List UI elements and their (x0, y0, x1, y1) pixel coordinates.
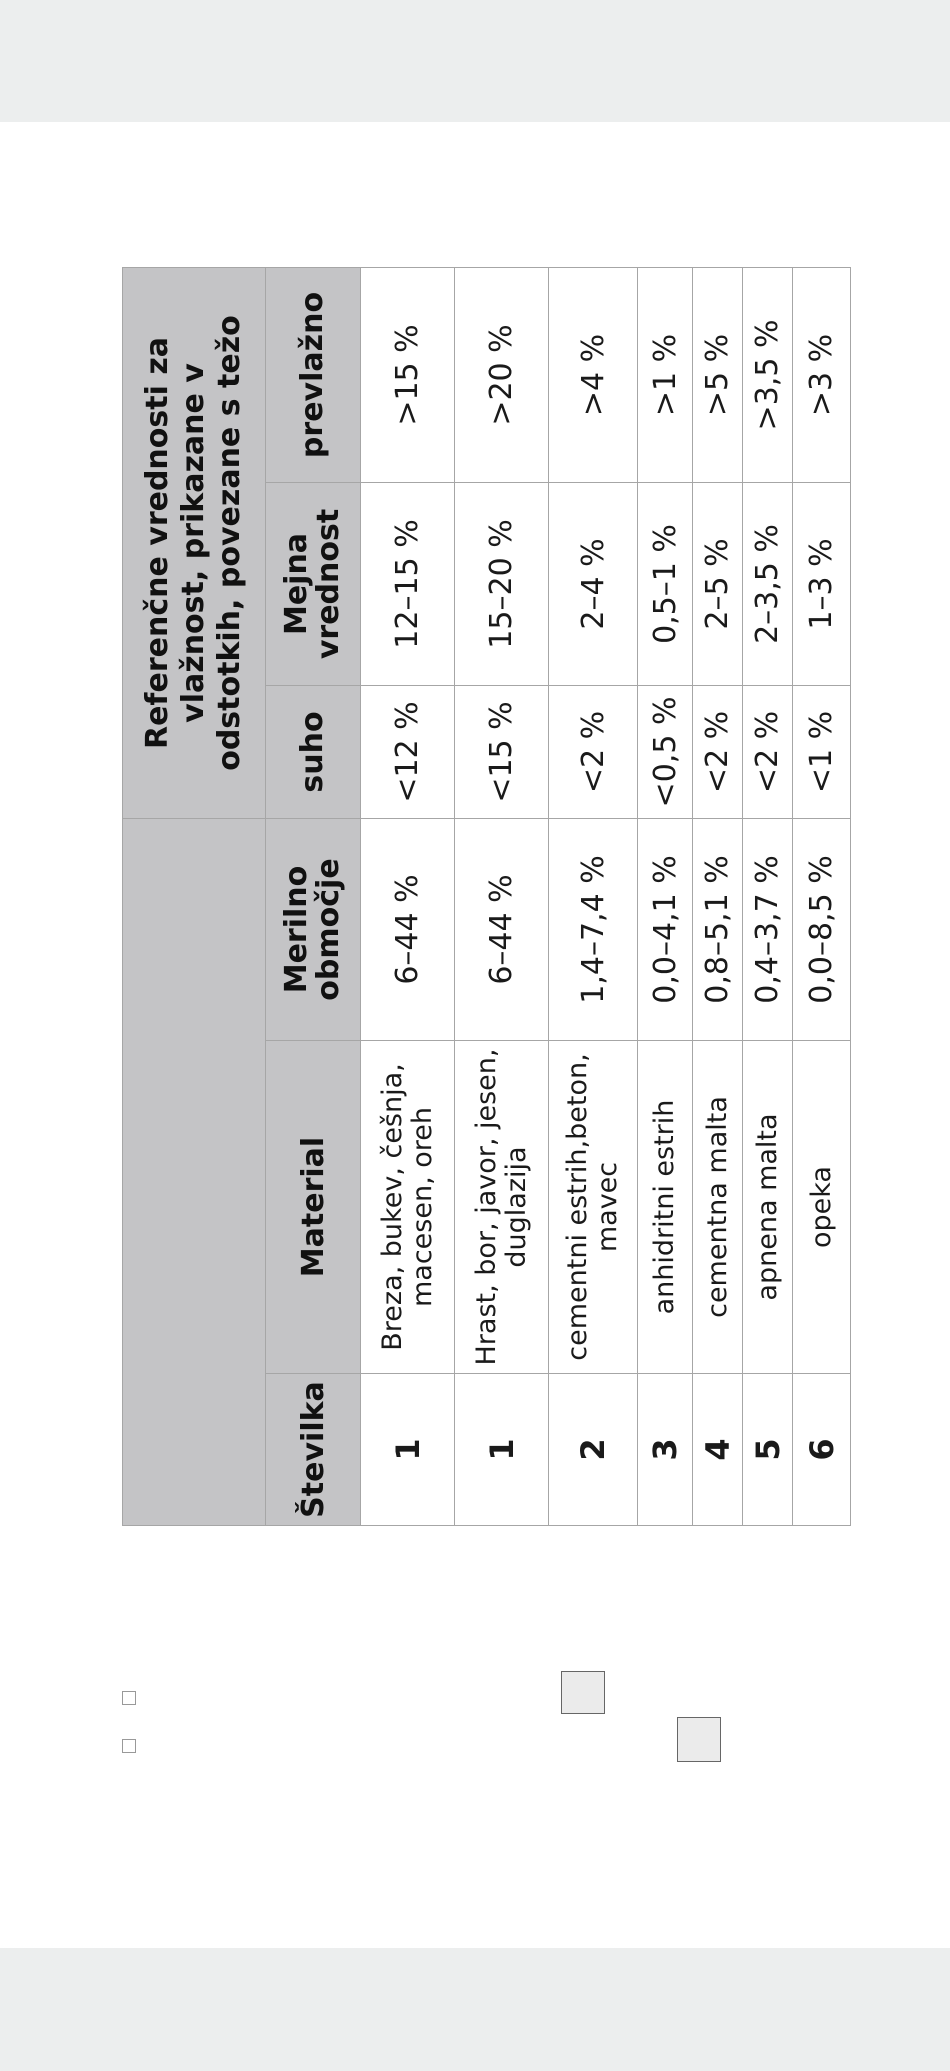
row-wet: >3,5 % (743, 267, 793, 482)
row-dry: <12 % (361, 685, 455, 818)
row-dry: <0,5 % (638, 685, 693, 818)
header-wet: prevlažno (266, 267, 361, 482)
row-material: apnena malta (743, 1041, 793, 1374)
row-number: 5 (743, 1374, 793, 1526)
row-material: opeka (793, 1041, 851, 1374)
row-material: cementni estrih,beton, mavec (549, 1041, 638, 1374)
row-number: 2 (549, 1374, 638, 1526)
empty-box-1 (561, 1671, 605, 1714)
row-wet: >4 % (549, 267, 638, 482)
row-limit: 0,5–1 % (638, 482, 693, 685)
row-range: 0,0–8,5 % (793, 818, 851, 1040)
row-material: cementna malta (693, 1041, 743, 1374)
row-material: anhidritni estrih (638, 1041, 693, 1374)
checkbox-2[interactable] (122, 1739, 136, 1753)
row-limit: 1–3 % (793, 482, 851, 685)
row-dry: <1 % (793, 685, 851, 818)
row-wet: >20 % (455, 267, 549, 482)
table-row (361, 267, 455, 1525)
row-range: 6–44 % (455, 818, 549, 1040)
header-dry: suho (266, 685, 361, 818)
table-row (638, 267, 693, 1525)
table-row (793, 267, 851, 1525)
row-number: 6 (793, 1374, 851, 1526)
header-blank (123, 818, 266, 1525)
table-row (549, 267, 638, 1525)
row-limit: 2–5 % (693, 482, 743, 685)
header-material: Material (266, 1041, 361, 1374)
group-header: Referenčne vrednosti za vlažnost, prikazane v odstotkih, povezane s težo (123, 267, 266, 818)
document-page (0, 122, 950, 1948)
row-dry: <2 % (743, 685, 793, 818)
row-number: 4 (693, 1374, 743, 1526)
row-limit: 2–3,5 % (743, 482, 793, 685)
row-material: Breza, bukev, češnja, macesen, oreh (361, 1041, 455, 1374)
header-range: Merilno območje (266, 818, 361, 1040)
row-wet: >3 % (793, 267, 851, 482)
header-limit: Mejna vrednost (266, 482, 361, 685)
row-range: 0,0–4,1 % (638, 818, 693, 1040)
row-dry: <15 % (455, 685, 549, 818)
row-dry: <2 % (693, 685, 743, 818)
row-wet: >1 % (638, 267, 693, 482)
row-limit: 12–15 % (361, 482, 455, 685)
moisture-reference-table (122, 267, 851, 1526)
row-limit: 2–4 % (549, 482, 638, 685)
row-number: 1 (455, 1374, 549, 1526)
row-wet: >5 % (693, 267, 743, 482)
row-material: Hrast, bor, javor, jesen, duglazija (455, 1041, 549, 1374)
empty-box-2 (677, 1717, 721, 1762)
table-row (455, 267, 549, 1525)
rotated-table-container (122, 268, 850, 1526)
row-range: 0,8–5,1 % (693, 818, 743, 1040)
table-row (693, 267, 743, 1525)
checkbox-1[interactable] (122, 1691, 136, 1705)
row-limit: 15–20 % (455, 482, 549, 685)
header-number: Številka (266, 1374, 361, 1526)
row-range: 0,4–3,7 % (743, 818, 793, 1040)
row-range: 6–44 % (361, 818, 455, 1040)
row-range: 1,4–7,4 % (549, 818, 638, 1040)
table-row (743, 267, 793, 1525)
row-number: 1 (361, 1374, 455, 1526)
row-dry: <2 % (549, 685, 638, 818)
row-number: 3 (638, 1374, 693, 1526)
row-wet: >15 % (361, 267, 455, 482)
